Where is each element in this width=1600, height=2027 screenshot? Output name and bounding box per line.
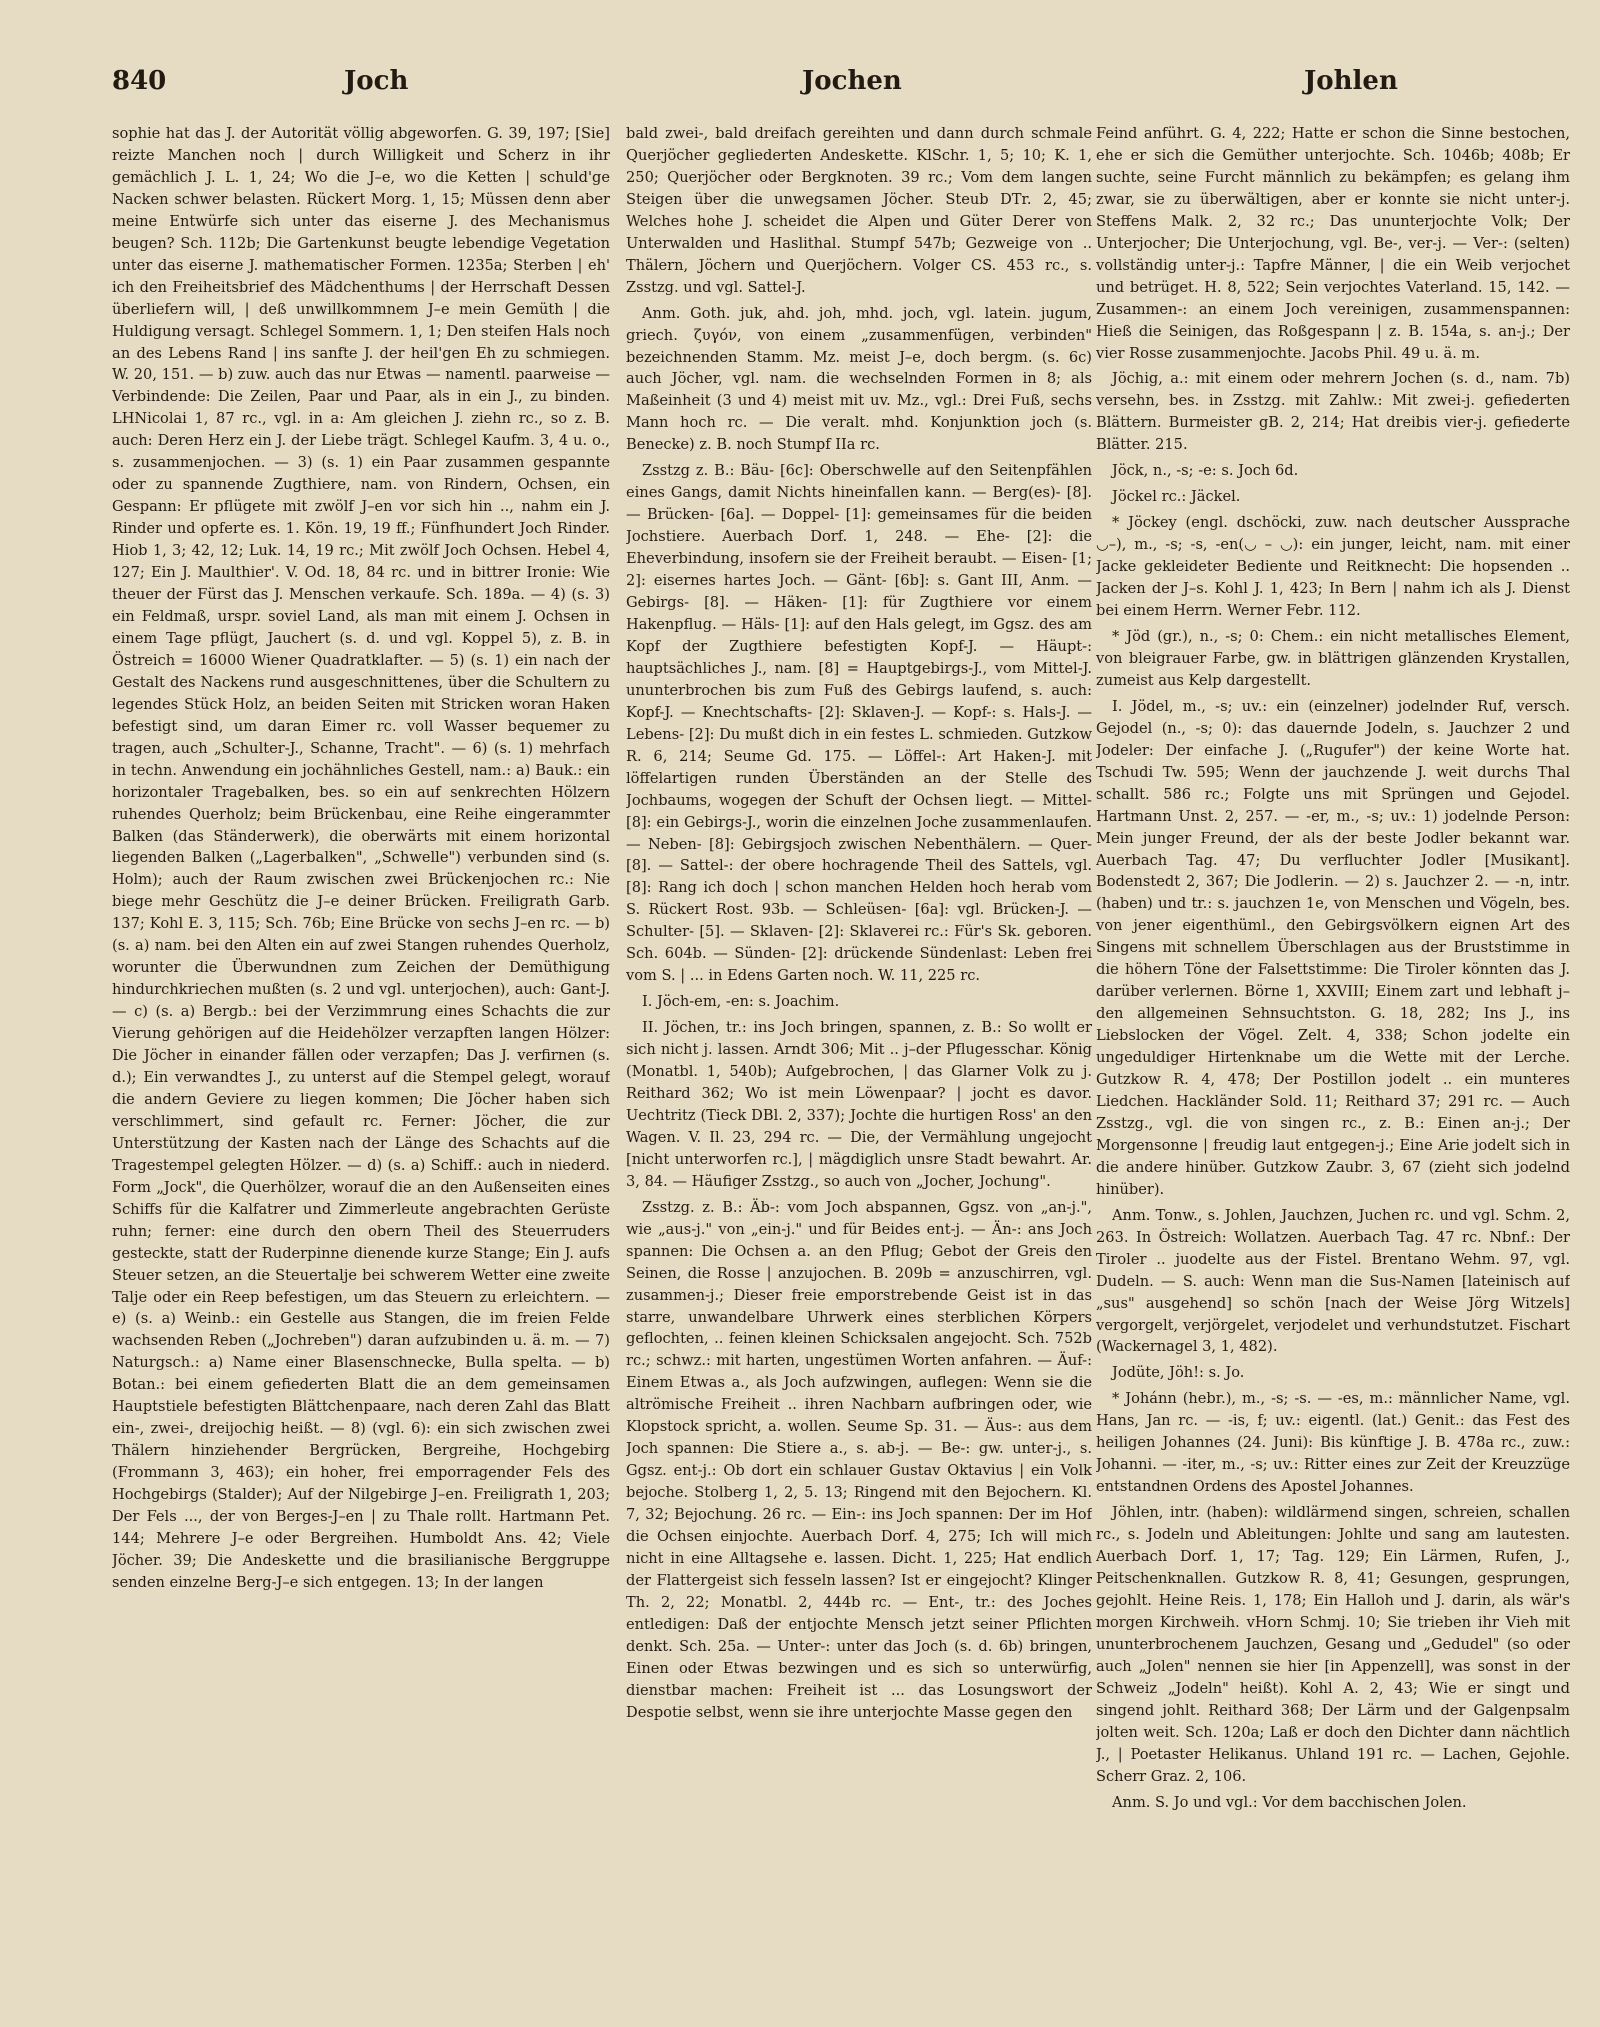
entry-headword: * Jöd (gr.), n., -s; 0: Chem.: ein nicht metallisches Element, von bleigrauer Farbe, gw. in blättrigen glänzenden Krystallen, zumeist aus Kelp dargestellt. xyxy=(1096,627,1570,689)
entry-headword: Jöhlen, intr. (haben): wildlärmend singen, schreien, schallen rc., s. Jodeln und Ableitungen: Johlte und sang am lautesten. Auerbach Dorf. 1, 17; Tag. 129; Ein Lärmen, Rufen, J., Peitschenknallen. Gutzkow R. 8, 41; Gesungen, gesprungen, gejohlt. Heine Reis. 1, 178; Ein Halloh und J. darin, als wär's morgen Kirchweih. vHorn Schmj. 10; Sie trieben ihr Vieh mit ununterbrochenem Jauchzen, Gesang und „Gedudel" (so oder auch „Jolen" nennen sie hier [in Appenzell], was sonst in der Schweiz „Jodeln" heißt). Kohl A. 2, 43; Wie er singt und singend johlt. Reithard 368; Der Lärm und der Galgenpsalm jolten weit. Sch. 120a; Laß er doch den Dichter dann nächtlich J., | Poetaster Helikanus. Uhland 191 rc. — Lachen, Gejohle. Scherr Graz. 2, 106. xyxy=(1096,1504,1570,1785)
entry-headword: I. Jöch-em, -en: s. Joachim. xyxy=(642,993,840,1011)
entry-compounds: Zsstzg. z. B.: Äb-: vom Joch abspannen, Ggsz. von „an-j.", wie „aus-j." von „ein-j." und für Beides ent-j. — Än-: ans Joch spannen: Die Ochsen a. an den Pflug; Gebot der Greis den Seinen, die Rosse | anzujochen. B. 209b = anzuschirren, vgl. zusammen-j.; Dieser freie emporstrebende Geist ist in das starre, unwandelbare Uhrwerk eines sterblichen Körpers geflochten, .. feinen kleinen Schicksalen angejocht. Sch. 752b rc.; schwz.: mit harten, ungestümen Worten anfahren. — Äuf-: Einem Etwas a., als Joch aufzwingen, auflegen: Wenn sie die altrömische Freiheit .. ihren Nachbarn aufbringen oder, wie Klopstock spricht, a. wollen. Seume Sp. 31. — Äus-: aus dem Joch spannen: Die Stiere a., s. ab-j. — Be-: gw. unter-j., s. Ggsz. ent-j.: Ob dort ein schlauer Gustav Oktavius | ein Volk bejoche. Stolberg 1, 2, 5. 13; Ringend mit den Bejochern. Kl. 7, 32; Bejochung. 26 rc. — Ein-: ins Joch spannen: Der im Hof die Ochsen einjochte. Auerbach Dorf. 4, 275; Ich will mich nicht in eine Alltagsehe e. lassen. Dicht. 1, 225; Hat endlich der Flattergeist sich fesseln lassen? Ist er eingejocht? Klinger Th. 2, 22; Monatbl. 2, 444b rc. — Ent-, tr.: des Joches entledigen: Daß der entjochte Mensch jetzt seiner Pflichten denkt. Sch. 25a. — Unter-: unter das Joch (s. d. 6b) bringen, Einen oder Etwas bezwingen und es sich so unterwürfig, dienstbar machen: Freiheit ist ... das Losungswort der Despotie selbst, wenn sie ihre unterjochte Masse gegen den xyxy=(626,1198,1092,1721)
entry-headword: II. Jöchen, tr.: ins Joch bringen, spannen, z. B.: So wollt er sich nicht j. lassen. Arndt 306; Mit .. j–der Pflugesschar. König (Monatbl. 1, 540b); Aufgebrochen, | das Glarner Volk zu j. Reithard 362; Wo ist mein Löwenpaar? | jocht es davor. Uechtritz (Tieck DBl. 2, 337); Jochte die hurtigen Ross' an den Wagen. V. Il. 23, 294 rc. — Die, der Vermählung ungejocht [nicht unterworfen rc.], | mägdiglich unsre Stadt bewahrt. Ar. 3, 84. — Häufiger Zsstzg., so auch von „Jocher, Jochung". xyxy=(626,1019,1092,1190)
column-left xyxy=(112,123,610,2003)
entry-headword: Jöchig, a.: mit einem oder mehrern Jochen (s. d., nam. 7b) versehn, bes. in Zsstzg. mit Zahlw.: Mit zwei-j. gefiederten Blättern. Burmeister gB. 2, 214; Hat dreibis vier-j. gefiederte Blätter. 215. xyxy=(1096,370,1570,454)
entry-headword: Jöck, n., -s; -e: s. Joch 6d. xyxy=(1112,462,1299,480)
headword-right: Johlen xyxy=(1304,66,1398,96)
headword-center: Jochen xyxy=(802,66,902,96)
entry-note: Anm. S. Jo und vgl.: Vor dem bacchischen Jolen. xyxy=(1112,1793,1467,1811)
page-number: 840 xyxy=(112,66,167,96)
headword-left: Joch xyxy=(344,66,409,96)
entry-headword: * Johánn (hebr.), m., -s; -s. — -es, m.: männlicher Name, vgl. Hans, Jan rc. — -is, f; uv.: eigentl. (lat.) Genit.: das Fest des heiligen Johannes (24. Juni): Bis künftige J. B. 478a rc., zuw.: Johanni. — -iter, m., -s; uv.: Ritter eines zur Zeit der Kreuzzüge entstandnen Ordens des Apostel Johannes. xyxy=(1096,1390,1570,1496)
entry-headword: I. Jödel, m., -s; uv.: ein (einzelner) jodelnder Ruf, versch. Gejodel (n., -s; 0): das dauernde Jodeln, s. Jauchzer 2 und Jodeler: Der einfache J. („Rugufer") der keine Worte hat. Tschudi Tw. 595; Wenn der jauchzende J. weit durchs Thal schallt. 586 rc.; Folgte uns mit Sprüngen und Gejodel. Hartmann Unst. 2, 257. — -er, m., -s; uv.: 1) jodelnde Person: Mein junger Freund, der als der beste Jodler bekannt war. Auerbach Tag. 47; Du verfluchter Jodler [Musikant]. Bodenstedt 2, 367; Die Jodlerin. — 2) s. Jauchzer 2. — -n, intr. (haben) und tr.: s. jauchzen 1e, von Menschen und Vögeln, bes. von jener eigenthüml., den Gebirgsvölkern eignen Art des Singens mit schnellem Überschlagen aus der Bruststimme in die höhern Töne der Falsettstimme: Die Tiroler könnten das J. darüber verlernen. Börne 1, XXVIII; Einem zart und lebhaft j–den allgemeinen Sehnsuchtston. G. 18, 282; Ins J., ins Liebslocken der Vögel. Zelt. 4, 338; Schon jodelte ein ungeduldiger Hirtenknabe um die Wette mit der Lerche. Gutzkow R. 4, 478; Der Postillon jodelt .. ein munteres Liedchen. Hackländer Sold. 11; Reithard 37; 291 rc. — Auch Zsstzg., vgl. die von singen rc., z. B.: Einen an-j.; Der Morgensonne | freudig laut entgegen-j.; Eine Arie jodelt sich in die andere hinüber. Gutzkow Zaubr. 3, 67 (zieht sich jodelnd hinüber). xyxy=(1096,697,1570,1198)
entry-headword: Jöckel rc.: Jäckel. xyxy=(1112,488,1241,506)
entry-headword: * Jöckey (engl. dschöcki, zuw. nach deutscher Aussprache ◡–), m., -s; -s, -en(◡ – ◡): ein junger, leicht, nam. mit einer Jacke gekleideter Bediente und Reitknecht: Die hopsenden .. Jacken der J–s. Kohl J. 1, 423; In Bern | nahm ich als J. Dienst bei einem Herrn. Werner Febr. 112. xyxy=(1096,514,1570,620)
column-right xyxy=(1096,123,1570,2003)
entry-headword: Jodüte, Jöh!: s. Jo. xyxy=(1112,1364,1245,1382)
entry-note: Anm. Goth. juk, ahd. joh, mhd. joch, vgl. latein. jugum, griech. ζυγόν, von einem „zusammenfügen, verbinden" bezeichnenden Stamm. Mz. meist J–e, doch bergm. (s. 6c) auch Jöcher, vgl. nam. die wechselnden Formen in 8; als Maßeinheit (3 und 4) meist mit uv. Mz., vgl.: Drei Fuß, sechs Mann hoch rc. — Die veralt. mhd. Konjunktion joch (s. Benecke) z. B. noch Stumpf IIa rc. xyxy=(626,304,1092,454)
entry-compounds: Zsstzg z. B.: Bäu- [6c]: Oberschwelle auf den Seitenpfählen eines Gangs, damit Nichts hineinfallen kann. — Berg(es)- [8]. — Brücken- [6a]. — Doppel- [1]: gemeinsames für die beiden Jochstiere. Auerbach Dorf. 1, 248. — Ehe- [2]: die Eheverbindung, insofern sie der Freiheit beraubt. — Eisen- [1; 2]: eisernes hartes Joch. — Gänt- [6b]: s. Gant III, Anm. — Gebirgs- [8]. — Häken- [1]: für Zugthiere vor einem Hakenpflug. — Häls- [1]: auf den Hals gelegt, im Ggsz. des am Kopf der Zugthiere befestigten Kopf-J. — Häupt-: hauptsächliches J., nam. [8] = Hauptgebirgs-J., vom Mittel-J. ununterbrochen bis zum Fuß des Gebirgs laufend, s. auch: Kopf-J. — Knechtschafts- [2]: Sklaven-J. — Kopf-: s. Hals-J. — Lebens- [2]: Du mußt dich in ein festes L. schmieden. Gutzkow R. 6, 214; Seume Gd. 175. — Löffel-: Art Haken-J. mit löffelartigen runden Überständen an der Stelle des Jochbaums, wogegen der Schuft der Ochsen liegt. — Mittel- [8]: ein Gebirgs-J., worin die einzelnen Joche zusammenlaufen. — Neben- [8]: Gebirgsjoch zwischen Nebenthälern. — Quer- [8]. — Sattel-: der obere hochragende Theil des Sattels, vgl. [8]: Rang ich doch | schon manchen Helden hoch herab vom S. Rückert Rost. 93b. — Schleüsen- [6a]: vgl. Brücken-J. — Schulter- [5]. — Sklaven- [2]: Sklaverei rc.: Für's Sk. geboren. Sch. 604b. — Sünden- [2]: drückende Sündenlast: Leben frei vom S. | ... in Edens Garten noch. W. 11, 225 rc. xyxy=(626,462,1092,985)
entry-text: Feind anführt. G. 4, 222; Hatte er schon die Sinne bestochen, ehe er sich die Gemüther unterjochte. Sch. 1046b; 408b; Er suchte, seine Furcht männlich zu bekämpfen; es gelang ihm zwar, sie zu überwältigen, aber er konnte sie nicht unter-j. Steffens Malk. 2, 32 rc.; Das ununterjochte Volk; Der Unterjocher; Die Unterjochung, vgl. Be-, ver-j. — Ver-: (selten) vollständig unter-j.: Tapfre Männer, | die ein Weib verjochet und betrüget. H. 8, 522; Sein verjochtes Vaterland. 15, 142. — Zusammen-: an einem Joch vereinigen, zusammenspannen: Hieß die Seinigen, das Roßgespann | z. B. 154a, s. an-j.; Der vier Rosse zusammenjochte. Jacobs Phil. 49 u. ä. m. xyxy=(1096,125,1570,362)
entry-text: sophie hat das J. der Autorität völlig abgeworfen. G. 39, 197; [Sie] reizte Manchen noch | durch Willigkeit und Scherz in ihr gemächlich J. L. 1, 24; Wo die J–e, wo die Ketten | schuld'ge Nacken schwer belasten. Rückert Morg. 1, 15; Müssen denn aber meine Entwürfe sich unter das eiserne J. des Mechanismus beugen? Sch. 112b; Die Gartenkunst beugte lebendige Vegetation unter das eiserne J. mathematischer Formen. 1235a; Sterben | eh' ich den Freiheitsbrief des Mädchenthums | der Herrschaft Dessen überliefern will, | deß unwillkommnem J–e mein Gemüth | die Huldigung versagt. Schlegel Sommern. 1, 1; Den steifen Hals noch an des Lebens Rand | ins sanfte J. der heil'gen Eh zu schmiegen. W. 20, 151. — b) zuw. auch das nur Etwas — namentl. paarweise — Verbindende: Die Zeilen, Paar und Paar, als in ein J., zu binden. LHNicolai 1, 87 rc., vgl. in a: Am gleichen J. ziehn rc., so z. B. auch: Deren Herz ein J. der Liebe trägt. Schlegel Kaufm. 3, 4 u. o., s. zusammenjochen. — 3) (s. 1) ein Paar zusammen gespannte oder zu spannende Zugthiere, nam. von Rindern, Ochsen, ein Gespann: Er pflügete mit zwölf J–en vor sich hin .., nahm ein J. Rinder und opferte es. 1. Kön. 19, 19 ff.; Fünfhundert Joch Rinder. Hiob 1, 3; 42, 12; Luk. 14, 19 rc.; Mit zwölf Joch Ochsen. Hebel 4, 127; Ein J. Maulthier'. V. Od. 18, 84 rc. und in bittrer Ironie: Wie theuer der Fürst das J. Menschen verkaufe. Sch. 189a. — 4) (s. 3) ein Feldmaß, urspr. soviel Land, als man mit einem J. Ochsen in einem Tage pflügt, Jauchert (s. d. und vgl. Koppel 5), z. B. in Östreich = 16000 Wiener Quadratklafter. — 5) (s. 1) ein nach der Gestalt des Nackens rund ausgeschnittenes, über die Schultern zu legendes Stück Holz, an beiden Seiten mit Stricken woran Haken befestigt sind, um daran Eimer rc. voll Wasser bequemer zu tragen, auch „Schulter-J., Schanne, Tracht". — 6) (s. 1) mehrfach in techn. Anwendung ein jochähnliches Gestell, nam.: a) Bauk.: ein horizontaler Tragebalken, bes. so ein auf senkrechten Hölzern ruhendes Querholz; beim Brückenbau, eine Reihe eingerammter Balken (das Ständerwerk), die oberwärts mit einem horizontal liegenden Balken („Lagerbalken", „Schwelle") verbunden sind (s. Holm); auch der Raum zwischen zwei Brückenjochen rc.: Nie biege mehr Geschütz die J–e deiner Brücken. Freiligrath Garb. 137; Kohl E. 3, 115; Sch. 76b; Eine Brücke von sechs J–en rc. — b) (s. a) nam. bei den Alten ein auf zwei Stangen ruhendes Querholz, worunter die Überwundnen zum Zeichen der Demüthigung hindurchkriechen mußten (s. 2 und vgl. unterjochen), auch: Gant-J. — c) (s. a) Bergb.: bei der Verzimmrung eines Schachts die zur Vierung gehörigen auf die Heidehölzer verzapften langen Hölzer: Die Jöcher in einander fällen oder verzapfen; Das J. verfirnen (s. d.); Ein verwandtes J., zu unterst auf die Stempel gelegt, worauf die andern Gevierе zu liegen kommen; Die Jöcher haben sich verschlimmert, sind gefault rc. Ferner: Jöcher, die zur Unterstützung der Kasten nach der Länge des Schachts auf die Tragestempel gelegten Hölzer. — d) (s. a) Schiff.: auch in niederd. Form „Jock", die Querhölzer, worauf die an den Außenseiten eines Schiffs für die Kalfatrer und Zimmerleute angebrachten Gerüste ruhn; ferner: eine durch den obern Theil des Steuerruders gesteckte, statt der Ruderpinne dienende kurze Stange; Ein J. aufs Steuer setzen, an die Steuertalje bei schwerem Wetter eine zweite Talje oder ein Reep befestigen, um das Steuern zu erleichtern. — e) (s. a) Weinb.: ein Gestelle aus Stangen, die im freien Felde wachsenden Reben („Jochreben") daran aufzubinden u. ä. m. — 7) Naturgsch.: a) Name einer Blasenschnecke, Bulla spelta. — b) Botan.: bei einem gefiederten Blatt die an dem gemeinsamen Hauptstiele befestigten Blättchenpaare, nach deren Zahl das Blatt ein-, zwei-, dreijochig heißt. — 8) (vgl. 6): ein sich zwischen zwei Thälern hinziehender Bergrücken, Bergreihe, Hochgebirg (Frommann 3, 463); ein hoher, frei emporragender Fels des Hochgebirgs (Stalder); Auf der Nilgebirge J–en. Freiligrath 1, 203; Der Fels ..., der von Berges-J–en | zu Thale rollt. Hartmann Pet. 144; Mehrere J–e oder Bergreihen. Humboldt Ans. 42; Viele Jöcher. 39; Die Andeskette und die brasilianische Berggruppe senden einzelne Berg-J–e sich entgegen. 13; In der langen xyxy=(112,125,610,1591)
entry-text: bald zwei-, bald dreifach gereihten und dann durch schmale Querjöcher gegliederten Andeskette. KlSchr. 1, 5; 10; K. 1, 250; Querjöcher oder Bergknoten. 39 rc.; Vom dem langen Steigen über die unwegsamen Jöcher. Steub DTr. 2, 45; Welches hohe J. scheidet die Alpen und Güter Derer von Unterwalden und Haslithal. Stumpf 547b; Gezweige von .. Thälern, Jöchern und Querjöchern. Volger CS. 453 rc., s. Zsstzg. und vgl. Sattel-J. xyxy=(626,125,1092,296)
running-header xyxy=(112,66,1560,106)
entry-note: Anm. Tonw., s. Johlen, Jauchzen, Juchen rc. und vgl. Schm. 2, 263. In Östreich: Wollatzen. Auerbach Tag. 47 rc. Nbnf.: Der Tiroler .. juodelte aus der Fistel. Brentano Wehm. 97, vgl. Dudeln. — S. auch: Wenn man die Sus-Namen [lateinisch auf „sus" ausgehend] so schön [nach der Weise Jörg Witzels] vergorgelt, verjörgelet, verjodelet und verhundstutzet. Fischart (Wackernagel 3, 1, 482). xyxy=(1096,1206,1570,1356)
column-center xyxy=(626,123,1092,2003)
